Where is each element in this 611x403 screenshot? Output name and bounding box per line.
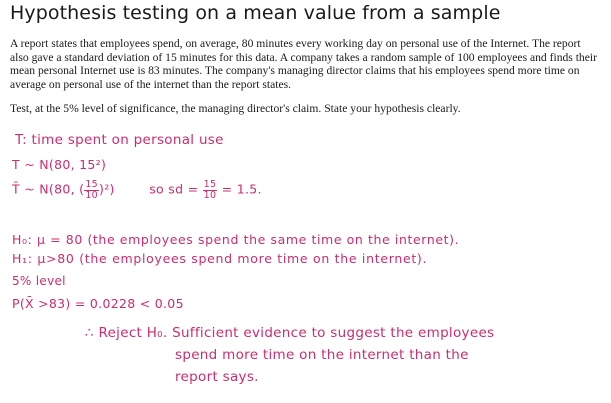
task-instruction: Test, at the 5% level of significance, the managing director's claim. State your hypothesis clearly. — [10, 102, 461, 115]
sd-fraction — [203, 180, 218, 200]
handwritten-distribution: T ~ N(80, 15²) — [12, 157, 107, 172]
conclusion-line-2: spend more time on the internet than the — [175, 347, 469, 363]
alternative-hypothesis: H₁: μ>80 (the employees spend more time on the internet). — [12, 251, 428, 266]
fraction-denominator: 10 — [203, 189, 217, 201]
handwritten-definition: T: time spent on personal use — [15, 132, 224, 148]
question-paragraph: A report states that employees spend, on average, 80 minutes every working day on personal use of the Internet. The report also gave a standard deviation of 15 minutes for this data. A company takes a random sample of 100 employees and finds their mean personal Internet use is 83 minutes. The company's managing director claims that his employees spend more time on average on personal use of the internet than the report states. — [10, 37, 597, 91]
variance-fraction — [84, 180, 99, 200]
fraction-numerator: 15 — [203, 179, 217, 190]
handwritten-sample-mean-distribution — [12, 180, 262, 200]
significance-level: 5% level — [12, 274, 66, 288]
fraction-denominator: 10 — [85, 189, 99, 201]
sample-mean-lead: T̄ ~ N(80, ( — [12, 181, 85, 197]
standard-deviation-label: so sd = — [149, 181, 199, 197]
sample-mean-close: )²) — [99, 181, 115, 197]
fraction-numerator: 15 — [85, 179, 99, 190]
standard-deviation-result: = 1.5. — [221, 181, 262, 197]
null-hypothesis: H₀: μ = 80 (the employees spend the same time on the internet). — [12, 232, 460, 247]
conclusion-line-1: ∴ Reject H₀. Sufficient evidence to suggest the employees — [85, 325, 495, 341]
page-title: Hypothesis testing on a mean value from a sample — [10, 2, 501, 24]
conclusion-line-3: report says. — [175, 369, 259, 385]
probability-calculation: P(X̄ >83) = 0.0228 < 0.05 — [12, 296, 184, 311]
